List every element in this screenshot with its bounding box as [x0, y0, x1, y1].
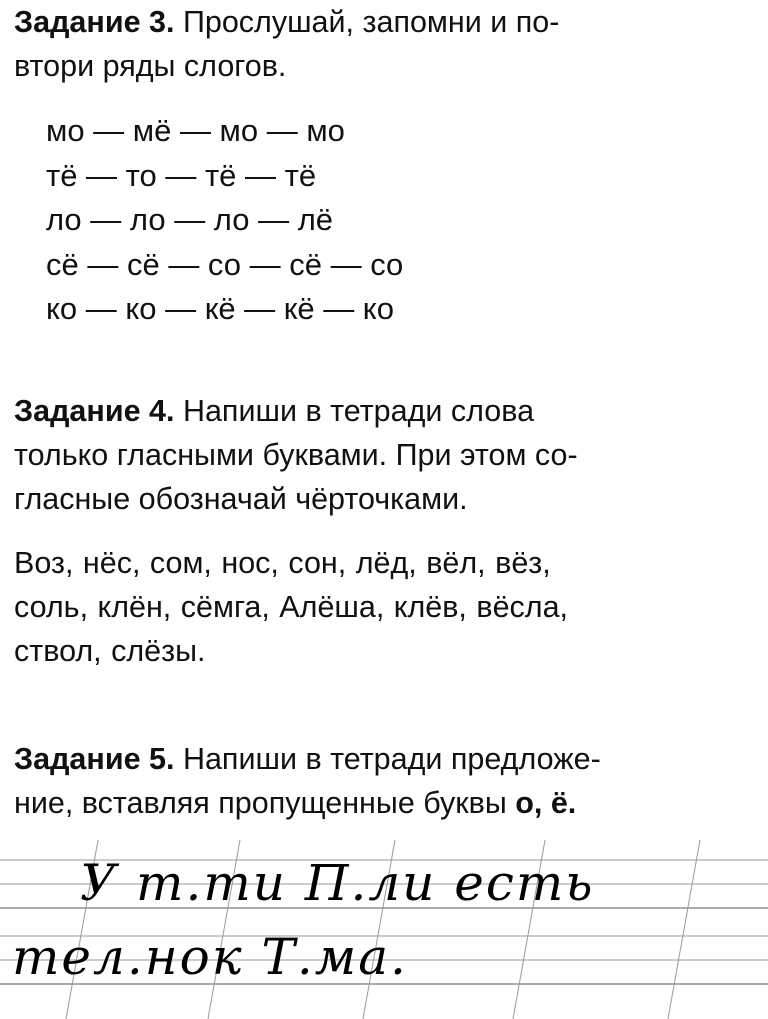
handwritten-line-2: тел.нок Т.ма.: [12, 928, 408, 986]
task-3-text-line-1: Прослушай, запомни и по-: [182, 5, 560, 39]
task-5-instruction: [14, 737, 759, 825]
task-3-instruction: [14, 0, 759, 88]
syllable-rows: [46, 109, 403, 332]
task-4-instruction: [14, 389, 759, 521]
task-3-label: Задание 3.: [14, 5, 175, 39]
word-list: [14, 541, 766, 673]
task-4-text-line-2: только гласными буквами. При этом со-: [14, 438, 578, 472]
task-4: [14, 389, 759, 521]
task-3: [14, 0, 759, 88]
task-5-text-line-1: Напиши в тетради предложе-: [182, 742, 601, 776]
word-list-line-3: ствол, слёзы.: [14, 634, 206, 668]
handwritten-line-1: У т.ти П.ли есть: [80, 854, 595, 912]
task-3-text-line-2: втори ряды слогов.: [14, 49, 287, 83]
task-5: [14, 737, 759, 825]
syllable-row: тё — то — тё — тё: [46, 157, 317, 193]
task-4-text-line-3: гласные обозначай чёрточками.: [14, 482, 468, 516]
syllable-row: ло — ло — ло — лё: [46, 202, 334, 237]
task-5-label: Задание 5.: [14, 742, 175, 776]
syllable-row: ко — ко — кё — кё — ко: [46, 291, 394, 326]
word-list-line-2: соль, клён, сёмга, Алёша, клёв, вёсла,: [14, 590, 569, 624]
word-list-line-1: Воз, нёс, сом, нос, сон, лёд, вёл, вёз,: [14, 546, 551, 580]
syllable-row: сё — сё — со — сё — со: [46, 246, 404, 282]
task-4-label: Задание 4.: [14, 394, 175, 428]
task-5-text-line-2: ние, вставляя пропущенные буквы: [14, 786, 516, 820]
task-4-text-line-1: Напиши в тетради слова: [182, 394, 535, 428]
task-5-letters: о, ё.: [515, 786, 577, 820]
copybook-lines: [0, 840, 768, 1019]
syllable-row: мо — мё — мо — мо: [46, 113, 345, 148]
